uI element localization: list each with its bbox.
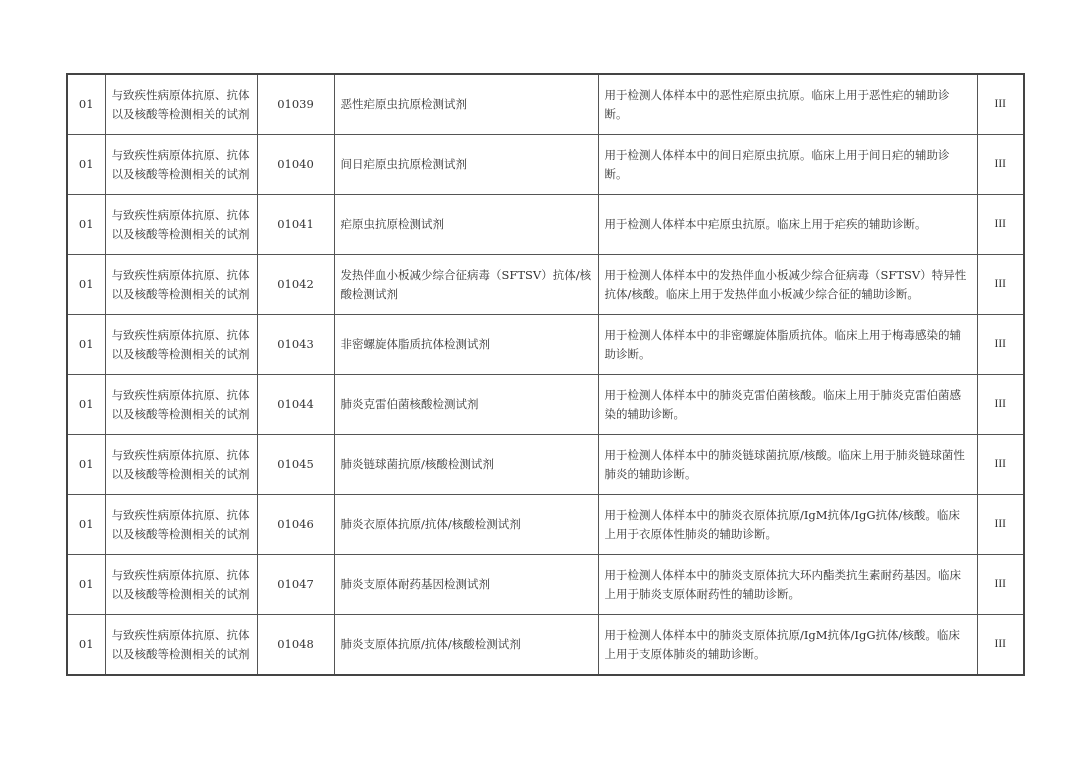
management-class-cell: III <box>977 495 1024 555</box>
product-name-cell: 肺炎衣原体抗原/抗体/核酸检测试剂 <box>334 495 598 555</box>
category-name-cell: 与致疾性病原体抗原、抗体以及核酸等检测相关的试剂 <box>105 435 257 495</box>
intended-use-cell: 用于检测人体样本中的发热伴血小板减少综合征病毒（SFTSV）特异性抗体/核酸。临床上用于发热伴血小板减少综合征的辅助诊断。 <box>598 255 977 315</box>
product-name-cell: 肺炎克雷伯菌核酸检测试剂 <box>334 375 598 435</box>
table-row <box>67 375 1024 435</box>
product-name-cell: 肺炎支原体耐药基因检测试剂 <box>334 555 598 615</box>
table-row <box>67 615 1024 676</box>
product-name-cell: 恶性疟原虫抗原检测试剂 <box>334 74 598 135</box>
product-code-cell: 01047 <box>257 555 334 615</box>
product-code-cell: 01048 <box>257 615 334 676</box>
category-name-cell: 与致疾性病原体抗原、抗体以及核酸等检测相关的试剂 <box>105 315 257 375</box>
table-row <box>67 435 1024 495</box>
category-name-cell: 与致疾性病原体抗原、抗体以及核酸等检测相关的试剂 <box>105 615 257 676</box>
category-name-cell: 与致疾性病原体抗原、抗体以及核酸等检测相关的试剂 <box>105 495 257 555</box>
intended-use-cell: 用于检测人体样本中的非密螺旋体脂质抗体。临床上用于梅毒感染的辅助诊断。 <box>598 315 977 375</box>
intended-use-cell: 用于检测人体样本中的肺炎克雷伯菌核酸。临床上用于肺炎克雷伯菌感染的辅助诊断。 <box>598 375 977 435</box>
category-code-cell: 01 <box>67 315 105 375</box>
category-name-cell: 与致疾性病原体抗原、抗体以及核酸等检测相关的试剂 <box>105 555 257 615</box>
management-class-cell: III <box>977 615 1024 676</box>
category-code-cell: 01 <box>67 74 105 135</box>
product-code-cell: 01041 <box>257 195 334 255</box>
product-code-cell: 01045 <box>257 435 334 495</box>
table-row <box>67 255 1024 315</box>
intended-use-cell: 用于检测人体样本中的肺炎支原体抗原/IgM抗体/IgG抗体/核酸。临床上用于支原体肺炎的辅助诊断。 <box>598 615 977 676</box>
intended-use-cell: 用于检测人体样本中的间日疟原虫抗原。临床上用于间日疟的辅助诊断。 <box>598 135 977 195</box>
table-row <box>67 555 1024 615</box>
product-code-cell: 01040 <box>257 135 334 195</box>
management-class-cell: III <box>977 435 1024 495</box>
category-name-cell: 与致疾性病原体抗原、抗体以及核酸等检测相关的试剂 <box>105 74 257 135</box>
category-code-cell: 01 <box>67 555 105 615</box>
intended-use-cell: 用于检测人体样本中的肺炎支原体抗大环内酯类抗生素耐药基因。临床上用于肺炎支原体耐药性的辅助诊断。 <box>598 555 977 615</box>
product-code-cell: 01046 <box>257 495 334 555</box>
category-name-cell: 与致疾性病原体抗原、抗体以及核酸等检测相关的试剂 <box>105 195 257 255</box>
product-name-cell: 非密螺旋体脂质抗体检测试剂 <box>334 315 598 375</box>
category-code-cell: 01 <box>67 375 105 435</box>
table-row <box>67 74 1024 135</box>
management-class-cell: III <box>977 255 1024 315</box>
management-class-cell: III <box>977 195 1024 255</box>
product-code-cell: 01043 <box>257 315 334 375</box>
intended-use-cell: 用于检测人体样本中疟原虫抗原。临床上用于疟疾的辅助诊断。 <box>598 195 977 255</box>
category-name-cell: 与致疾性病原体抗原、抗体以及核酸等检测相关的试剂 <box>105 375 257 435</box>
management-class-cell: III <box>977 74 1024 135</box>
category-name-cell: 与致疾性病原体抗原、抗体以及核酸等检测相关的试剂 <box>105 135 257 195</box>
table-row <box>67 495 1024 555</box>
product-code-cell: 01039 <box>257 74 334 135</box>
table-row <box>67 195 1024 255</box>
category-name-cell: 与致疾性病原体抗原、抗体以及核酸等检测相关的试剂 <box>105 255 257 315</box>
category-code-cell: 01 <box>67 615 105 676</box>
category-code-cell: 01 <box>67 195 105 255</box>
intended-use-cell: 用于检测人体样本中的肺炎衣原体抗原/IgM抗体/IgG抗体/核酸。临床上用于衣原体性肺炎的辅助诊断。 <box>598 495 977 555</box>
table-row <box>67 135 1024 195</box>
product-name-cell: 肺炎链球菌抗原/核酸检测试剂 <box>334 435 598 495</box>
product-name-cell: 发热伴血小板减少综合征病毒（SFTSV）抗体/核酸检测试剂 <box>334 255 598 315</box>
management-class-cell: III <box>977 135 1024 195</box>
product-name-cell: 疟原虫抗原检测试剂 <box>334 195 598 255</box>
product-code-cell: 01042 <box>257 255 334 315</box>
category-code-cell: 01 <box>67 255 105 315</box>
intended-use-cell: 用于检测人体样本中的肺炎链球菌抗原/核酸。临床上用于肺炎链球菌性肺炎的辅助诊断。 <box>598 435 977 495</box>
product-code-cell: 01044 <box>257 375 334 435</box>
product-name-cell: 间日疟原虫抗原检测试剂 <box>334 135 598 195</box>
product-name-cell: 肺炎支原体抗原/抗体/核酸检测试剂 <box>334 615 598 676</box>
category-code-cell: 01 <box>67 435 105 495</box>
category-code-cell: 01 <box>67 495 105 555</box>
table-row <box>67 315 1024 375</box>
management-class-cell: III <box>977 555 1024 615</box>
management-class-cell: III <box>977 315 1024 375</box>
intended-use-cell: 用于检测人体样本中的恶性疟原虫抗原。临床上用于恶性疟的辅助诊断。 <box>598 74 977 135</box>
classification-table <box>66 73 1025 676</box>
table-body <box>67 74 1024 675</box>
management-class-cell: III <box>977 375 1024 435</box>
category-code-cell: 01 <box>67 135 105 195</box>
